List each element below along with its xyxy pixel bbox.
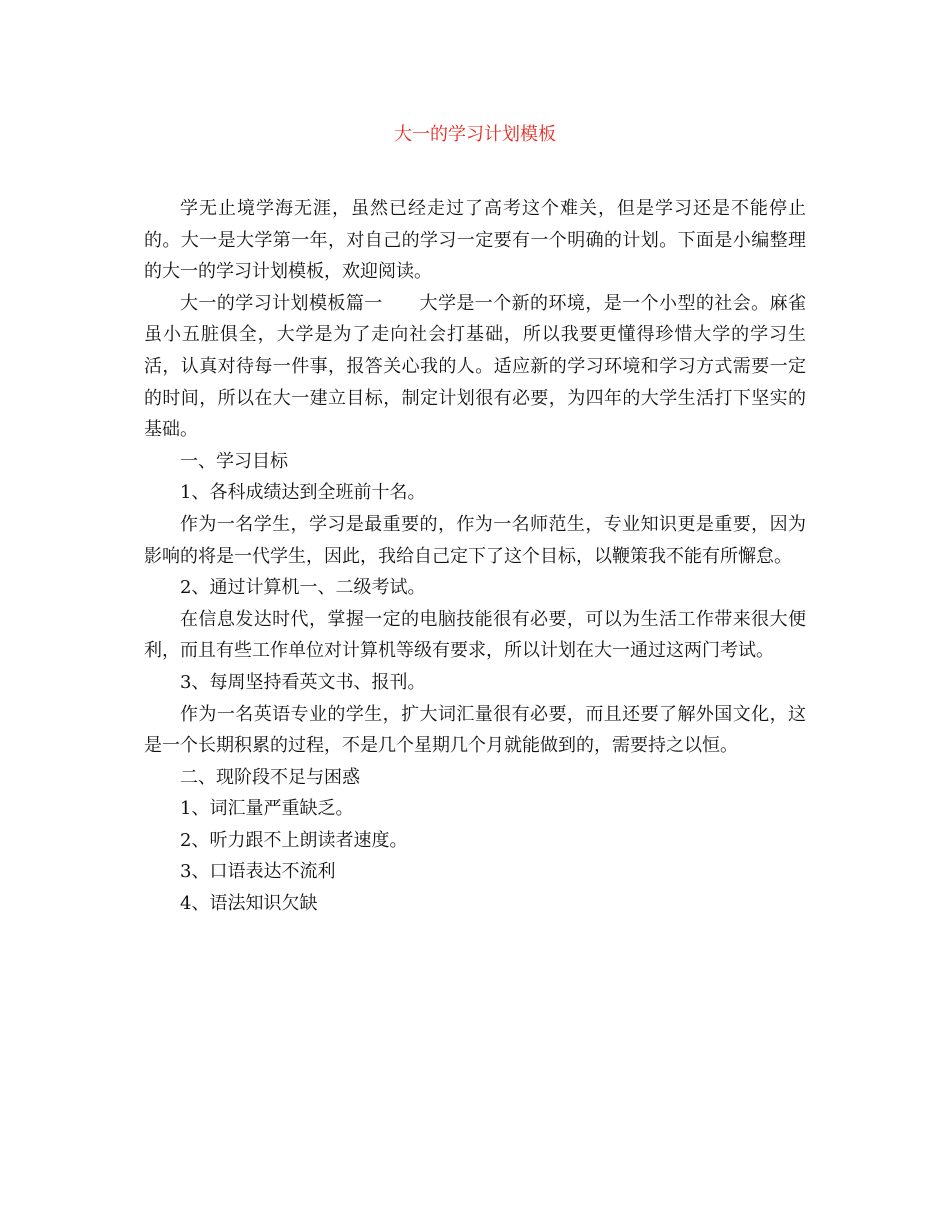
paragraph-goal-2-detail: 在信息发达时代，掌握一定的电脑技能很有必要，可以为生活工作带来很大便利，而且有些工作单位对计算机等级有要求，所以计划在大一通过这两门考试。 (144, 608, 806, 662)
list-item-shortcoming-3: 3、口语表达不流利 (180, 861, 336, 883)
document-title: 大一的学习计划模板 (394, 124, 556, 145)
paragraph-intro: 学无止境学海无涯，虽然已经走过了高考这个难关，但是学习还是不能停止的。大一是大学第一年，对自己的学习一定要有一个明确的计划。下面是小编整理的大一的学习计划模板，欢迎阅读。 (144, 198, 806, 283)
document-body (144, 193, 806, 920)
heading-current-shortcomings: 二、现阶段不足与困惑 (180, 766, 360, 788)
list-item-goal-2: 2、通过计算机一、二级考试。 (180, 577, 426, 599)
list-item-shortcoming-2: 2、听力跟不上朗读者速度。 (180, 829, 408, 851)
list-item-goal-3: 3、每周坚持看英文书、报刊。 (180, 671, 426, 693)
paragraph-goal-1-detail: 作为一名学生，学习是最重要的，作为一名师范生，专业知识更是重要，因为影响的将是一代学生，因此，我给自己定下了这个目标，以鞭策我不能有所懈怠。 (144, 513, 806, 567)
list-item-goal-1: 1、各科成绩达到全班前十名。 (180, 482, 426, 504)
list-item-shortcoming-1: 1、词汇量严重缺乏。 (180, 798, 354, 820)
paragraph-section-one-intro: 大一的学习计划模板篇一 大学是一个新的环境，是一个小型的社会。麻雀虽小五脏俱全，大学是为了走向社会打基础，所以我要更懂得珍惜大学的学习生活，认真对待每一件事，报答关心我的人。适应新的学习环境和学习方式需要一定的时间，所以在大一建立目标，制定计划很有必要，为四年的大学生活打下坚实的基础。 (144, 292, 806, 441)
heading-learning-goals: 一、学习目标 (180, 450, 288, 472)
paragraph-goal-3-detail: 作为一名英语专业的学生，扩大词汇量很有必要，而且还要了解外国文化，这是一个长期积累的过程，不是几个星期几个月就能做到的，需要持之以恒。 (144, 703, 806, 757)
list-item-shortcoming-4: 4、语法知识欠缺 (180, 893, 318, 915)
